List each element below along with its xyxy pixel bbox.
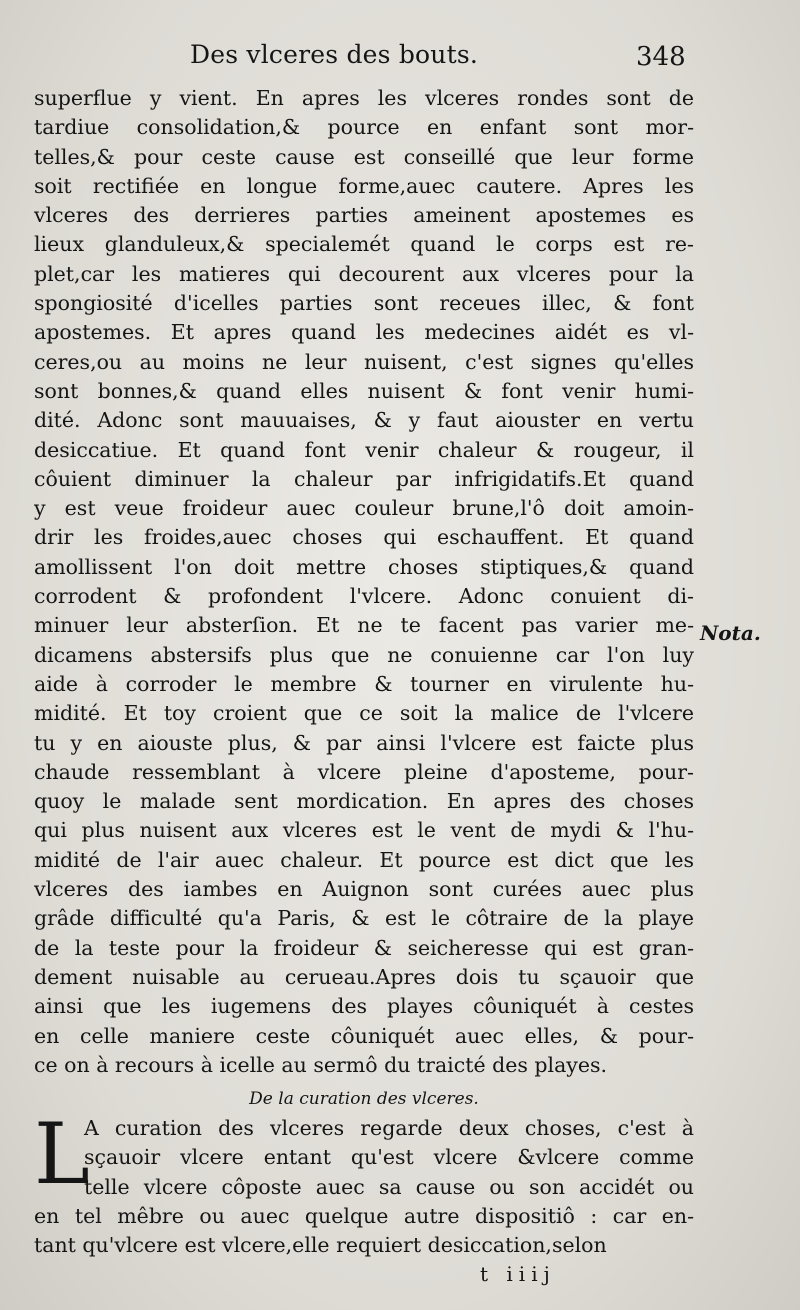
text-line: corrodent & profondent l'vlcere. Adonc conuient di- [34,584,694,609]
text-line: en tel mêbre ou auec quelque autre dispositiô : car en- [34,1203,694,1228]
marginal-note: Nota. [700,621,761,645]
text-line: ce on à recours à icelle au sermô du traicté des playes. [34,1052,608,1077]
second-text-block [34,1105,694,1260]
running-head: Des vlceres des bouts. [190,40,479,69]
text-line: y est veue froideur auec couleur brune,l'ô doit amoin- [34,496,694,521]
text-line: dité. Adonc sont mauuaises, & y faut aiouster en vertu [34,408,694,433]
text-line: sçauoir vlcere entant qu'est vlcere &vlcere comme [84,1145,694,1170]
section-heading: De la curation des vlceres. [249,1089,479,1109]
text-line: tant qu'vlcere est vlcere,elle requiert desiccation,selon [34,1233,607,1258]
text-line: tardiue consolidation,& pource en enfant sont mor- [34,115,694,140]
text-line: dicamens abstersifs plus que ne conuienne car l'on luy [34,642,694,667]
text-line: midité de l'air auec chaleur. Et pource est dict que les [34,847,694,872]
text-line: côuient diminuer la chaleur par infrigidatifs.Et quand [34,466,694,491]
text-line: vlceres des iambes en Auignon sont curées auec plus [34,877,694,902]
signature-mark: t iiij [480,1262,556,1286]
text-line: vlceres des derrieres parties ameinent apostemes es [34,203,694,228]
text-line: chaude ressemblant à vlcere pleine d'aposteme, pour- [34,759,694,784]
text-line: ceres,ou au moins ne leur nuisent, c'est signes qu'elles [34,349,694,374]
text-line: amollissent l'on doit mettre choses stiptiques,& quand [34,554,694,579]
text-line: plet,car les matieres qui decourent aux vlceres pour la [34,261,694,286]
text-line: desiccatiue. Et quand font venir chaleur & rougeur, il [34,437,694,462]
text-line: soit rectifiée en longue forme,auec cautere. Apres les [34,173,694,198]
text-line: ainsi que les iugemens des playes côuniquét à cestes [34,994,694,1019]
text-line: de la teste pour la froideur & seicheresse qui est gran- [34,935,694,960]
text-line: aide à corroder le membre & tourner en virulente hu- [34,671,694,696]
text-line: grâde difficulté qu'a Paris, & est le côtraire de la playe [34,906,694,931]
page-number: 348 [636,42,686,72]
drop-cap: L [34,1105,90,1203]
text-line: quoy le malade sent mordication. En apres des choses [34,789,694,814]
main-text-block [34,84,694,1080]
text-line: qui plus nuisent aux vlceres est le vent de mydi & l'hu- [34,818,694,843]
text-line: telle vlcere côposte auec sa cause ou son accidét ou [84,1174,694,1199]
text-line: spongiosité d'icelles parties sont receues illec, & font [34,291,694,316]
text-line: telles,& pour ceste cause est conseillé que leur forme [34,144,694,169]
text-line: A curation des vlceres regarde deux choses, c'est à [84,1116,694,1140]
text-line: tu y en aiouste plus, & par ainsi l'vlcere est faicte plus [34,730,694,755]
text-line: midité. Et toy croient que ce soit la malice de l'vlcere [34,701,694,726]
text-line: dement nuisable au cerueau.Apres dois tu sçauoir que [34,964,694,989]
text-line: en celle maniere ceste côuniquét auec elles, & pour- [34,1023,694,1048]
text-line: sont bonnes,& quand elles nuisent & font venir humi- [34,378,694,403]
text-line: drir les froides,auec choses qui eschauffent. Et quand [34,525,694,550]
text-line: superflue y vient. En apres les vlceres rondes sont de [34,86,694,110]
text-line: minuer leur absterſion. Et ne te facent pas varier me- [34,613,694,638]
text-line: apostemes. Et apres quand les medecines aidét es vl- [34,320,694,345]
text-line: lieux glanduleux,& specialemét quand le corps est re- [34,232,694,257]
